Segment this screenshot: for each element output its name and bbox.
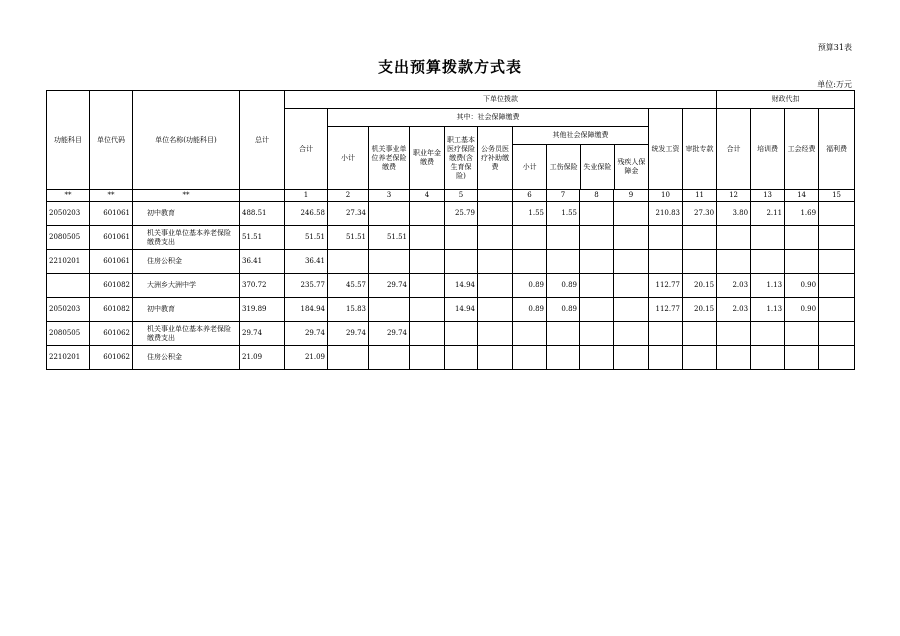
index-cell: ** [90, 190, 133, 202]
cell-value [614, 250, 649, 274]
header-lower-unit-payment: 下单位拨款 [285, 91, 717, 109]
table-row [47, 202, 855, 226]
table-row [47, 250, 855, 274]
cell-value: 2.03 [717, 274, 751, 298]
cell-func-subject: 2210201 [47, 250, 90, 274]
header-fiscal-withhold: 财政代扣 [717, 91, 855, 109]
cell-value [478, 322, 513, 346]
cell-value: 112.77 [649, 274, 683, 298]
header-welfare: 福利费 [819, 109, 855, 190]
table-row [47, 274, 855, 298]
cell-unit-code: 601082 [90, 298, 133, 322]
cell-value: 15.83 [328, 298, 369, 322]
cell-value [751, 346, 785, 370]
header-medical: 职工基本医疗保险缴费(含生育保险) [445, 127, 478, 190]
table-row [47, 226, 855, 250]
index-cell: 11 [683, 190, 717, 202]
cell-value [410, 226, 445, 250]
header-injury: 工伤保险 [547, 145, 581, 190]
cell-value [683, 322, 717, 346]
cell-value [410, 346, 445, 370]
cell-value: 20.15 [683, 298, 717, 322]
cell-total: 29.74 [240, 322, 285, 346]
cell-value [614, 226, 649, 250]
cell-value [649, 322, 683, 346]
cell-value [785, 346, 819, 370]
cell-value: 1.69 [785, 202, 819, 226]
cell-unit-code: 601061 [90, 250, 133, 274]
index-cell: 14 [785, 190, 819, 202]
cell-value [819, 226, 855, 250]
cell-value [580, 298, 614, 322]
index-cell: 9 [614, 190, 649, 202]
cell-value: 45.57 [328, 274, 369, 298]
cell-value [785, 226, 819, 250]
header-fw-total: 合计 [717, 109, 751, 190]
sheet-tag: 预算31表 [817, 43, 852, 52]
cell-value [478, 298, 513, 322]
cell-func-subject: 2080505 [47, 322, 90, 346]
cell-value [580, 322, 614, 346]
index-cell: 4 [410, 190, 445, 202]
cell-value [410, 298, 445, 322]
cell-value: 29.74 [369, 322, 410, 346]
cell-unit-code: 601061 [90, 226, 133, 250]
header-ss-subtotal: 小计 [328, 127, 369, 190]
unit-label: 单位:万元 [817, 80, 852, 89]
cell-value [580, 250, 614, 274]
cell-value [751, 226, 785, 250]
cell-value: 29.74 [328, 322, 369, 346]
cell-unit-name: 初中教育 [133, 298, 240, 322]
cell-value [410, 202, 445, 226]
cell-total: 21.09 [240, 346, 285, 370]
cell-value: 1.13 [751, 274, 785, 298]
budget-table [46, 90, 855, 370]
page-title: 支出预算拨款方式表 [377, 58, 522, 76]
cell-value: 112.77 [649, 298, 683, 322]
cell-value [819, 346, 855, 370]
header-other-subtotal: 小计 [513, 145, 547, 190]
table-row [47, 322, 855, 346]
cell-value [614, 202, 649, 226]
cell-value [819, 274, 855, 298]
index-cell: 15 [819, 190, 855, 202]
cell-unit-name: 机关事业单位基本养老保险缴费支出 [133, 322, 240, 346]
cell-value [683, 346, 717, 370]
cell-value: 29.74 [369, 274, 410, 298]
index-cell: 3 [369, 190, 410, 202]
cell-value [328, 346, 369, 370]
cell-value: 36.41 [285, 250, 328, 274]
cell-value [478, 226, 513, 250]
cell-unit-name: 初中教育 [133, 202, 240, 226]
cell-value: 3.80 [717, 202, 751, 226]
cell-value: 235.77 [285, 274, 328, 298]
cell-value [478, 274, 513, 298]
cell-func-subject [47, 274, 90, 298]
cell-unit-code: 601062 [90, 322, 133, 346]
cell-value [717, 226, 751, 250]
index-cell: 1 [285, 190, 328, 202]
cell-value [649, 226, 683, 250]
header-other-ss-group [513, 127, 649, 190]
cell-value: 210.83 [649, 202, 683, 226]
cell-value [751, 322, 785, 346]
cell-value: 14.94 [445, 298, 478, 322]
cell-value [580, 274, 614, 298]
cell-value [369, 346, 410, 370]
cell-value [410, 250, 445, 274]
cell-value [513, 226, 547, 250]
cell-value: 0.90 [785, 274, 819, 298]
cell-value: 51.51 [285, 226, 328, 250]
header-unit-name: 单位名称(功能科目) [133, 91, 240, 190]
index-cell: ** [47, 190, 90, 202]
cell-unit-name: 住房公积金 [133, 346, 240, 370]
cell-value: 51.51 [328, 226, 369, 250]
header-union: 工会经费 [785, 109, 819, 190]
cell-value [547, 346, 580, 370]
index-cell: 2 [328, 190, 369, 202]
header-pension: 机关事业单位养老保险缴费 [369, 127, 410, 190]
cell-value [580, 202, 614, 226]
cell-value [445, 346, 478, 370]
cell-value [445, 250, 478, 274]
cell-total: 370.72 [240, 274, 285, 298]
cell-value: 27.34 [328, 202, 369, 226]
cell-value [478, 346, 513, 370]
header-civil-medical: 公务员医疗补助缴费 [478, 127, 513, 190]
cell-unit-name: 大洲乡大洲中学 [133, 274, 240, 298]
cell-value: 51.51 [369, 226, 410, 250]
cell-value [513, 322, 547, 346]
cell-value [649, 346, 683, 370]
header-annuity: 职业年金缴费 [410, 127, 445, 190]
other-ss-subtable [513, 127, 648, 189]
cell-value [369, 298, 410, 322]
cell-value: 1.13 [751, 298, 785, 322]
index-cell [478, 190, 513, 202]
cell-value [751, 250, 785, 274]
cell-unit-name: 住房公积金 [133, 250, 240, 274]
header-unemployment: 失业保险 [581, 145, 615, 190]
cell-value [785, 250, 819, 274]
header-wages: 统发工资 [649, 109, 683, 190]
cell-value [478, 250, 513, 274]
index-cell: 7 [547, 190, 580, 202]
cell-value: 0.89 [513, 298, 547, 322]
cell-value [614, 346, 649, 370]
cell-func-subject: 2080505 [47, 226, 90, 250]
cell-total: 51.51 [240, 226, 285, 250]
header-training: 培训费 [751, 109, 785, 190]
index-cell [240, 190, 285, 202]
cell-value: 246.58 [285, 202, 328, 226]
index-cell: 6 [513, 190, 547, 202]
cell-value: 21.09 [285, 346, 328, 370]
cell-value [717, 322, 751, 346]
cell-total: 488.51 [240, 202, 285, 226]
cell-value [614, 298, 649, 322]
cell-value [369, 202, 410, 226]
index-cell: 10 [649, 190, 683, 202]
cell-value: 0.90 [785, 298, 819, 322]
cell-value: 2.11 [751, 202, 785, 226]
cell-unit-code: 601062 [90, 346, 133, 370]
cell-value: 0.89 [513, 274, 547, 298]
header-unit-code: 单位代码 [90, 91, 133, 190]
cell-value [513, 250, 547, 274]
cell-value [513, 346, 547, 370]
cell-value [614, 274, 649, 298]
cell-total: 36.41 [240, 250, 285, 274]
cell-value [478, 202, 513, 226]
cell-value [717, 250, 751, 274]
header-subtotal-all: 合计 [285, 109, 328, 190]
cell-value [819, 298, 855, 322]
cell-value [580, 226, 614, 250]
cell-value [445, 322, 478, 346]
cell-func-subject: 2050203 [47, 202, 90, 226]
cell-value: 1.55 [547, 202, 580, 226]
table-row [47, 346, 855, 370]
header-func-subject: 功能科目 [47, 91, 90, 190]
cell-value: 2.03 [717, 298, 751, 322]
cell-value [410, 322, 445, 346]
cell-unit-code: 601061 [90, 202, 133, 226]
cell-value [614, 322, 649, 346]
header-disabled-fund: 残疾人保障金 [617, 158, 646, 175]
cell-value [547, 250, 580, 274]
cell-value [445, 226, 478, 250]
cell-value: 29.74 [285, 322, 328, 346]
index-cell: ** [133, 190, 240, 202]
cell-value [369, 250, 410, 274]
index-row [47, 190, 855, 202]
cell-value [410, 274, 445, 298]
index-cell: 8 [580, 190, 614, 202]
cell-value [547, 322, 580, 346]
cell-value [819, 322, 855, 346]
cell-value [717, 346, 751, 370]
cell-value [819, 202, 855, 226]
index-cell: 12 [717, 190, 751, 202]
header-social-security: 其中：社会保障缴费 [328, 109, 649, 127]
header-total: 总计 [240, 91, 285, 190]
index-cell: 5 [445, 190, 478, 202]
cell-value [328, 250, 369, 274]
cell-value: 0.89 [547, 274, 580, 298]
cell-value [649, 250, 683, 274]
cell-value: 184.94 [285, 298, 328, 322]
cell-value: 0.89 [547, 298, 580, 322]
cell-value: 25.79 [445, 202, 478, 226]
index-cell: 13 [751, 190, 785, 202]
cell-unit-name: 机关事业单位基本养老保险缴费支出 [133, 226, 240, 250]
cell-value [580, 346, 614, 370]
cell-func-subject: 2210201 [47, 346, 90, 370]
cell-value [683, 250, 717, 274]
table-row [47, 298, 855, 322]
cell-value [547, 226, 580, 250]
cell-value [683, 226, 717, 250]
header-approved-special: 审批专款 [683, 109, 717, 190]
cell-value [819, 250, 855, 274]
cell-func-subject: 2050203 [47, 298, 90, 322]
cell-value [785, 322, 819, 346]
cell-unit-code: 601082 [90, 274, 133, 298]
cell-value: 1.55 [513, 202, 547, 226]
cell-value: 14.94 [445, 274, 478, 298]
header-other-ss: 其他社会保障缴费 [513, 127, 648, 145]
cell-total: 319.89 [240, 298, 285, 322]
cell-value: 27.30 [683, 202, 717, 226]
cell-value: 20.15 [683, 274, 717, 298]
